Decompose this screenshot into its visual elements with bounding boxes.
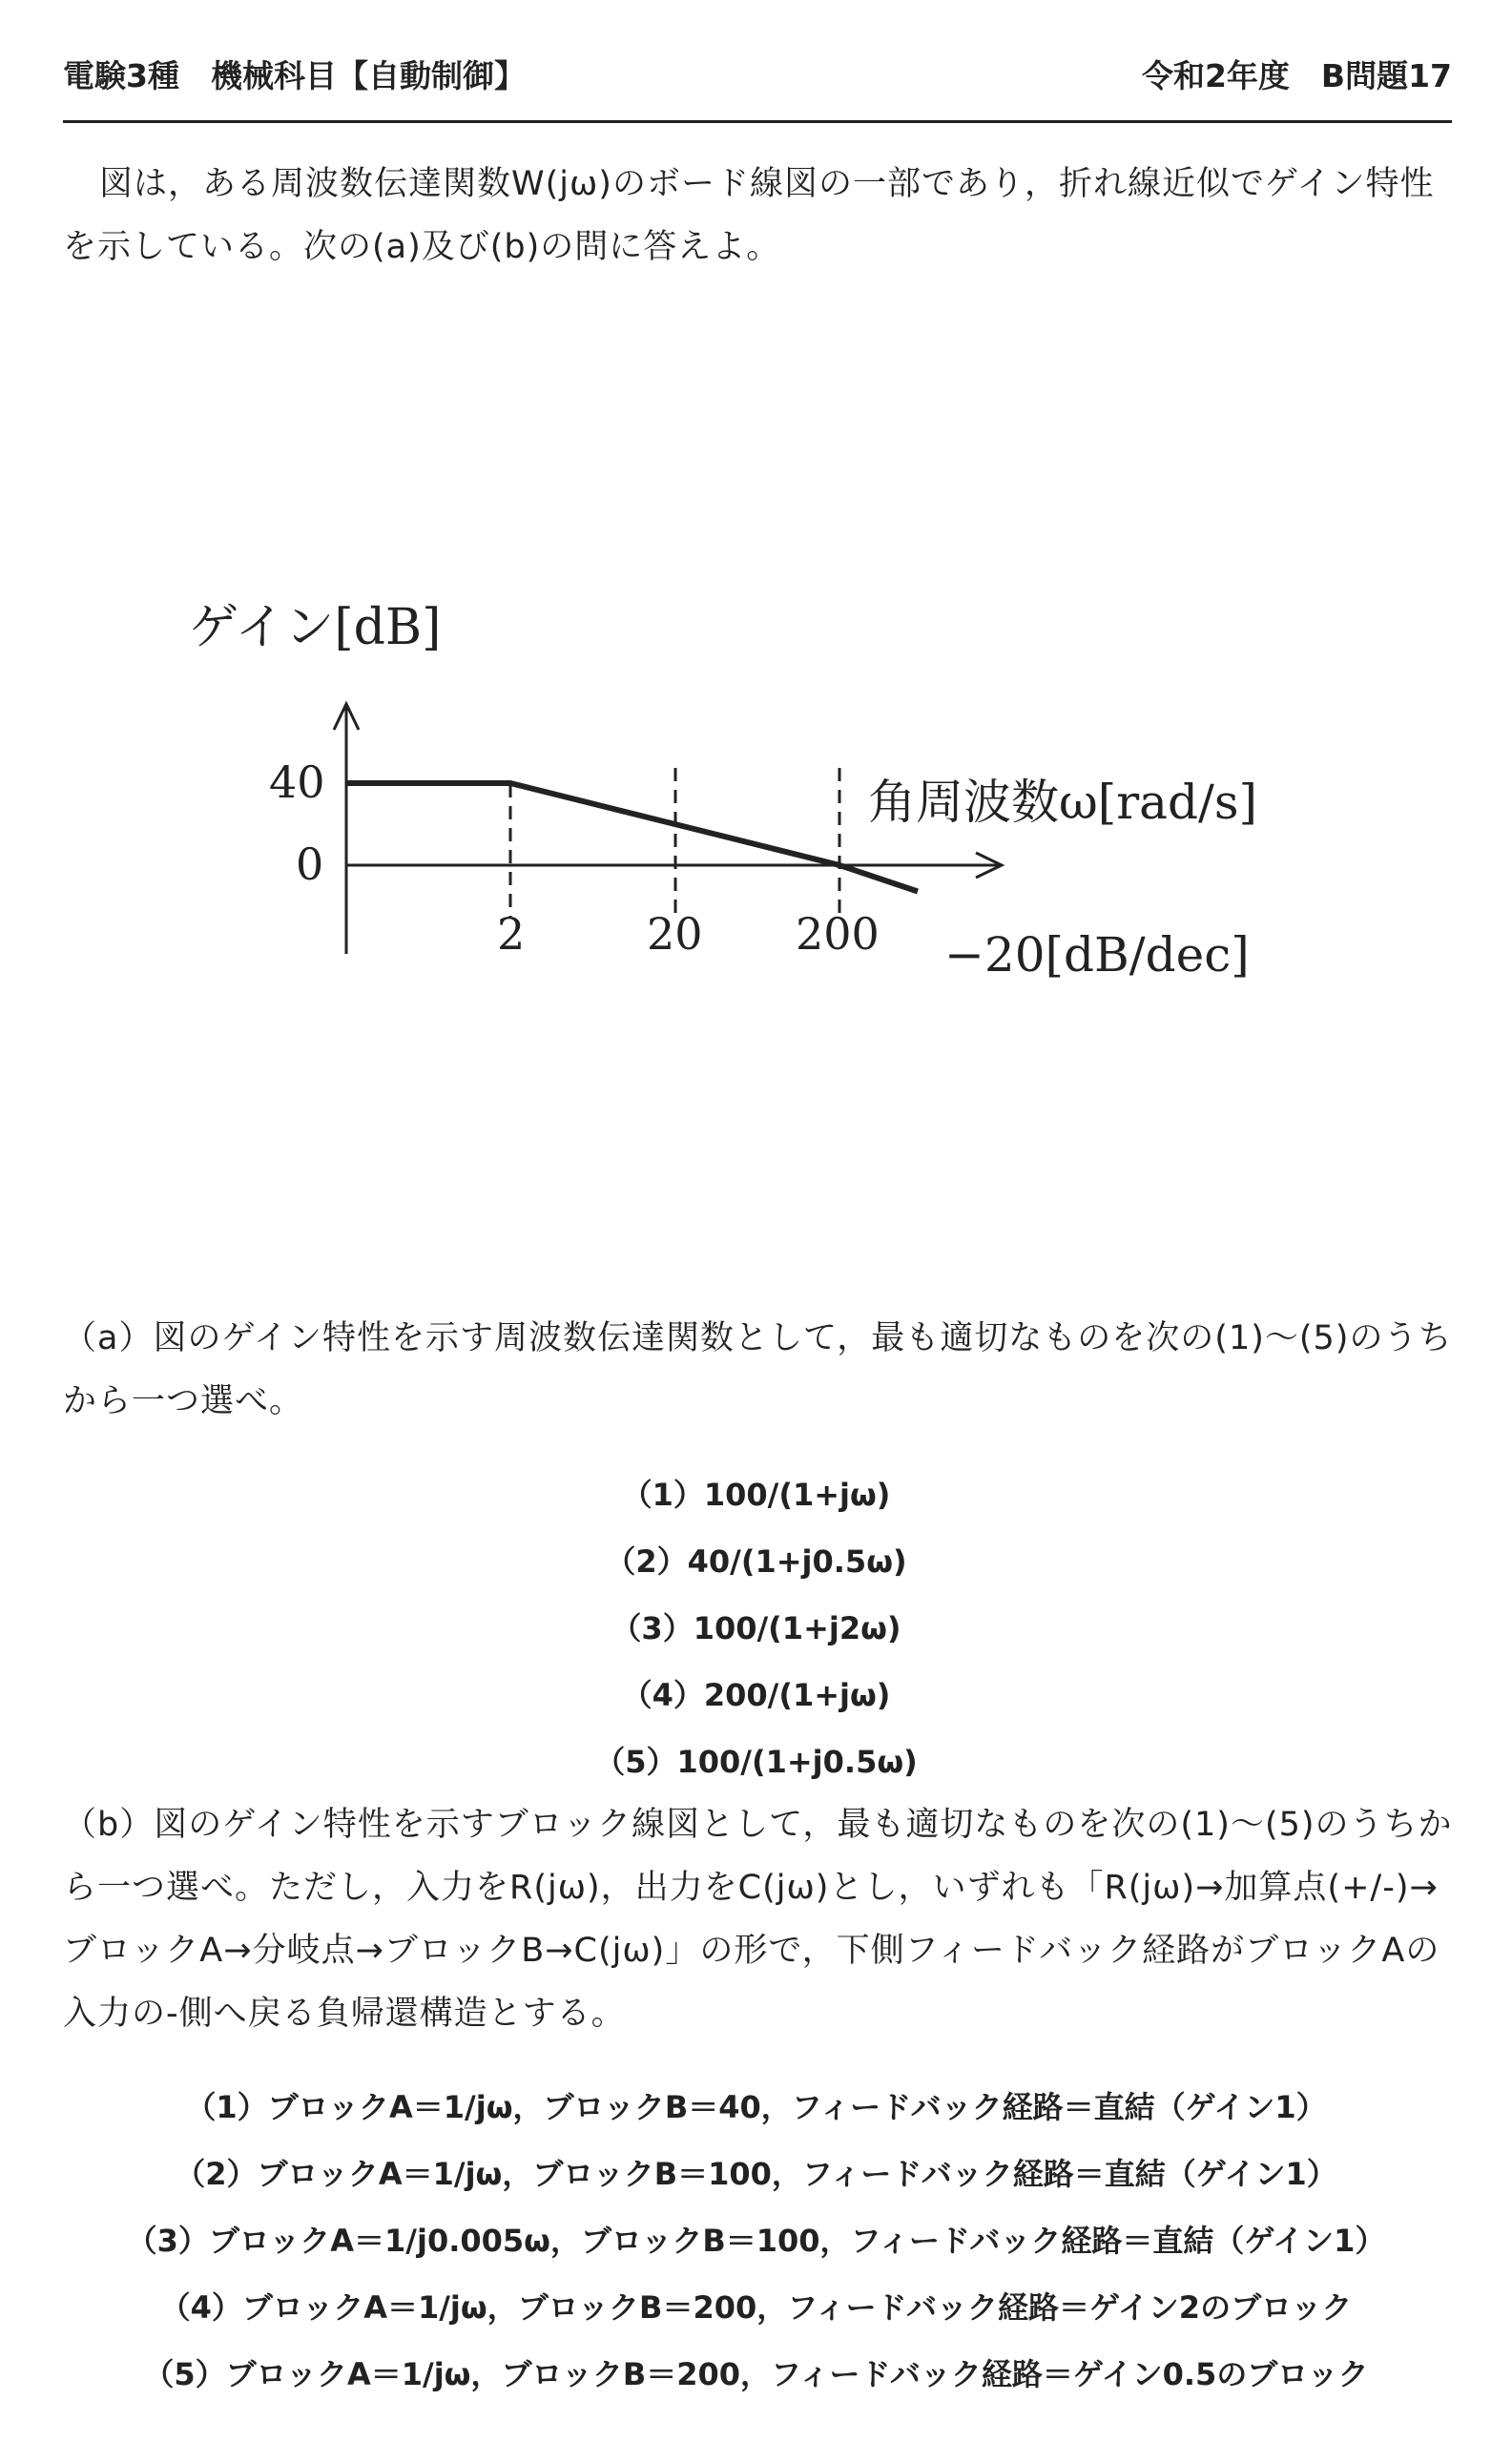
x-axis-label: 角周波数ω[rad/s] <box>868 775 1258 830</box>
y-tick-0: 0 <box>296 838 324 890</box>
page-header <box>63 46 1452 123</box>
option-a-4: （4）200/(1+jω) <box>621 1677 891 1713</box>
option-a-5: （5）100/(1+j0.5ω) <box>594 1744 918 1780</box>
question-b-text: （b）図のゲイン特性を示すブロック線図として，最も適切なものを次の(1)〜(5)のうちから一つ選べ。ただし，入力をR(jω)，出力をC(jω)とし，いずれも「R(jω)→加算点(+/-)→ブロックA→分岐点→ブロックB→C(jω)」の形で，下側フィードバック経路がブロックAの入力の-側へ戻る負帰還構造とする。 <box>63 1806 1453 2033</box>
y-tick-40: 40 <box>269 756 325 808</box>
question-b-options <box>0 2074 1512 2408</box>
option-a-2: （2）40/(1+j0.5ω) <box>605 1543 907 1580</box>
option-b-5: （5）ブロックA＝1/jω，ブロックB＝200，フィードバック経路＝ゲイン0.5のブロック <box>143 2356 1369 2392</box>
x-tick-200: 200 <box>796 908 880 960</box>
subject-title: 電験3種 機械科目【自動制御】 <box>63 57 526 94</box>
option-b-2: （2）ブロックA＝1/jω，ブロックB＝100，フィードバック経路＝直結（ゲイン1） <box>175 2156 1337 2192</box>
option-b-3: （3）ブロックA＝1/j0.005ω，ブロックB＝100，フィードバック経路＝直結（ゲイン1） <box>126 2223 1386 2259</box>
gain-asymptote-line <box>346 783 918 892</box>
x-tick-20: 20 <box>647 908 703 960</box>
exam-year-label: 令和2年度 B問題17 <box>1141 57 1452 94</box>
option-a-1: （1）100/(1+jω) <box>621 1477 891 1513</box>
problem-intro: 図は，ある周波数伝達関数W(jω)のボード線図の一部であり，折れ線近似でゲイン特性を示している。次の(a)及び(b)の問に答えよ。 <box>63 165 1435 266</box>
option-b-4: （4）ブロックA＝1/jω，ブロックB＝200，フィードバック経路＝ゲイン2のブロック <box>159 2289 1353 2326</box>
option-a-3: （3）100/(1+j2ω) <box>611 1610 901 1646</box>
question-a-options <box>0 1461 1512 1795</box>
slope-label: −20[dB/dec] <box>944 927 1250 983</box>
y-axis-label: ゲイン[dB] <box>189 599 442 656</box>
option-b-1: （1）ブロックA＝1/jω，ブロックB＝40，フィードバック経路＝直結（ゲイン1） <box>185 2089 1327 2125</box>
question-a-text: （a）図のゲイン特性を示す周波数伝達関数として，最も適切なものを次の(1)〜(5)のうちから一つ選べ。 <box>63 1319 1453 1420</box>
x-tick-2: 2 <box>497 908 526 960</box>
bode-chart <box>172 572 1355 1011</box>
